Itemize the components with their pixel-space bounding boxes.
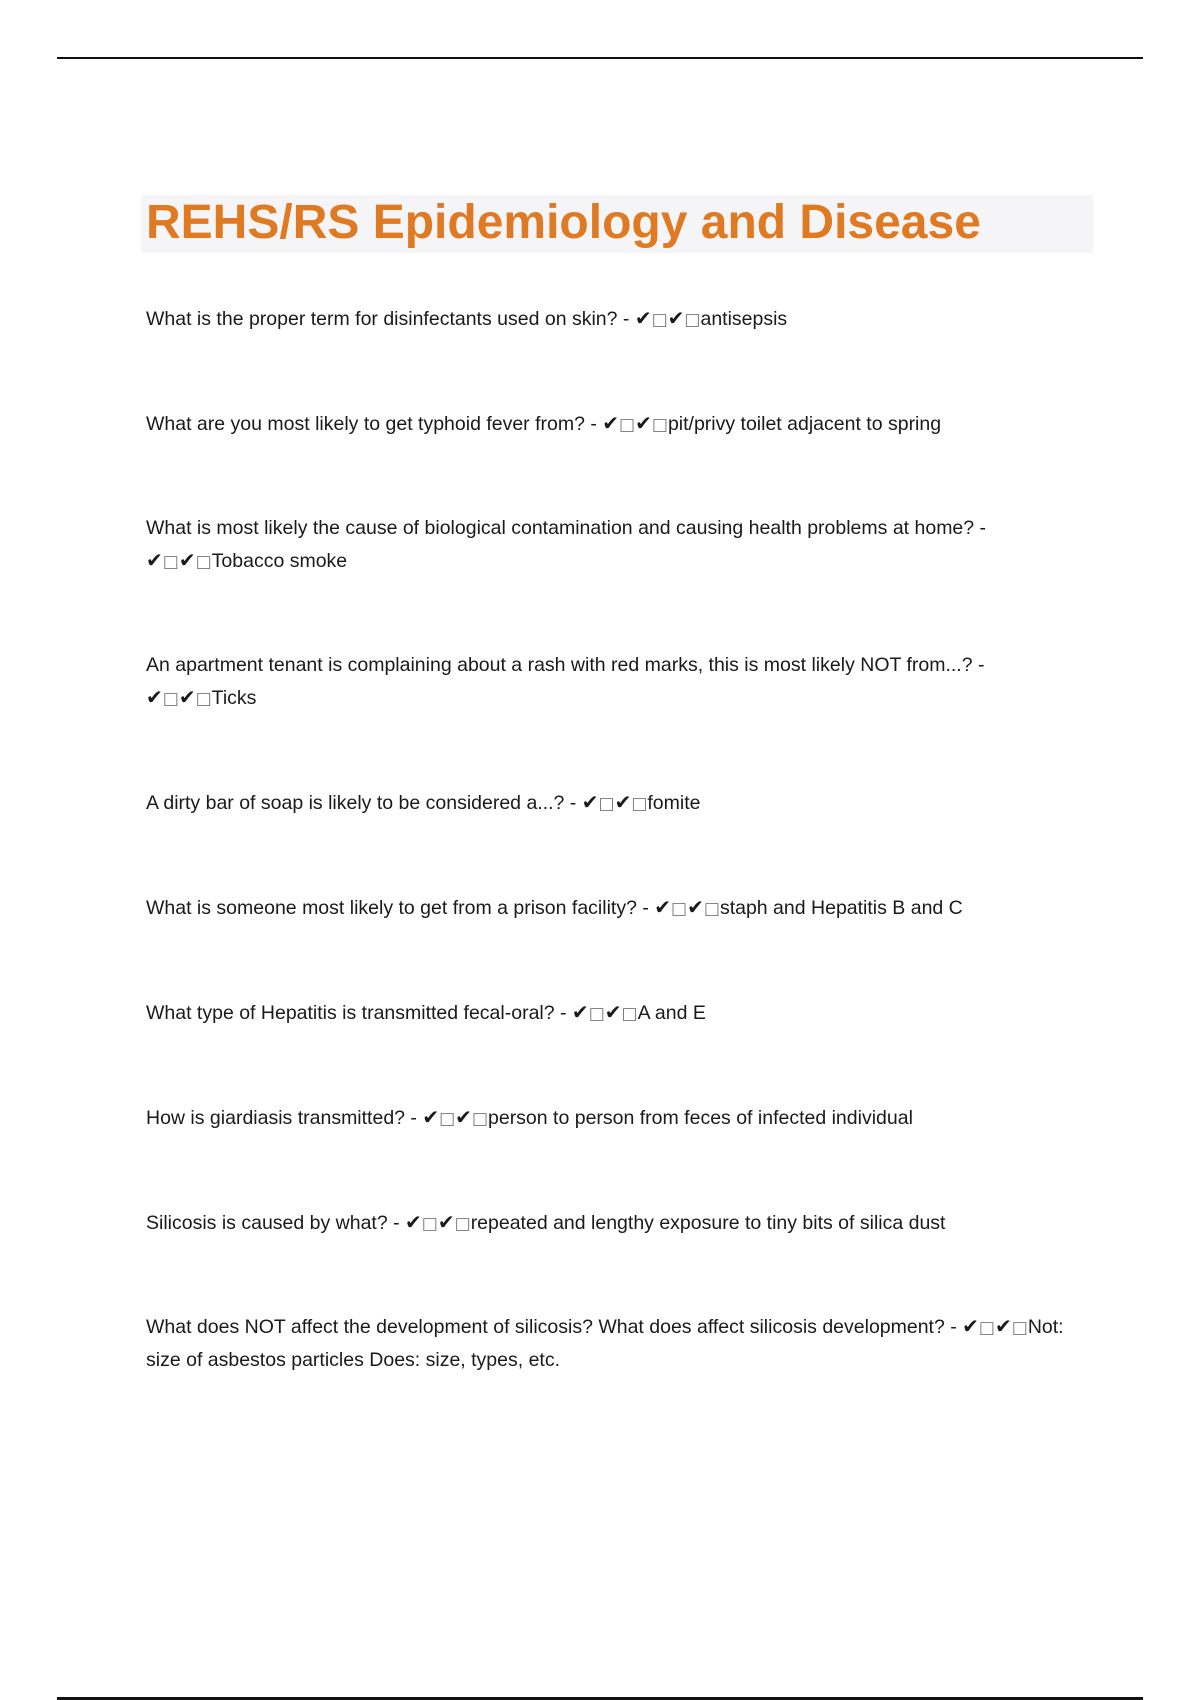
question-text: How is giardiasis transmitted? - bbox=[146, 1107, 423, 1129]
empty-box-icon: □ bbox=[619, 415, 636, 435]
empty-box-icon: □ bbox=[703, 899, 720, 919]
question-text: Silicosis is caused by what? - bbox=[146, 1212, 406, 1234]
question-text: What are you most likely to get typhoid fever from? - bbox=[146, 413, 603, 435]
empty-box-icon: □ bbox=[439, 1109, 456, 1129]
check-mark-icon: ✔ bbox=[146, 685, 163, 709]
question-text: What type of Hepatitis is transmitted fecal-oral? - bbox=[146, 1002, 572, 1024]
answer-text: antisepsis bbox=[700, 308, 788, 330]
answer-text: fomite bbox=[647, 792, 701, 814]
check-mark-icon: ✔ bbox=[614, 790, 632, 814]
question-text: What is someone most likely to get from a prison facility? - bbox=[146, 897, 655, 919]
empty-box-icon: □ bbox=[631, 794, 648, 814]
empty-box-icon: □ bbox=[195, 689, 212, 709]
empty-box-icon: □ bbox=[671, 899, 688, 919]
question-text: A dirty bar of soap is likely to be considered a...? - bbox=[146, 792, 582, 814]
answer-text: Not: size of asbestos particles Does: size, types, etc. bbox=[146, 1316, 1064, 1371]
check-mark-icon: ✔ bbox=[602, 411, 620, 435]
question-text: What does NOT affect the development of silicosis? What does affect silicosis development? - bbox=[146, 1316, 963, 1338]
empty-box-icon: □ bbox=[162, 552, 179, 572]
answer-text: Ticks bbox=[211, 687, 257, 709]
check-mark-icon: ✔ bbox=[687, 895, 704, 919]
empty-box-icon: □ bbox=[588, 1004, 605, 1024]
check-mark-icon: ✔ bbox=[635, 411, 652, 435]
check-mark-icon: ✔ bbox=[405, 1210, 422, 1234]
answer-text: pit/privy toilet adjacent to spring bbox=[667, 413, 942, 435]
check-mark-icon: ✔ bbox=[962, 1314, 979, 1338]
check-mark-icon: ✔ bbox=[178, 548, 196, 572]
empty-box-icon: □ bbox=[978, 1318, 995, 1338]
qa-item bbox=[146, 512, 1076, 578]
answer-text: person to person from feces of infected individual bbox=[488, 1107, 913, 1129]
empty-box-icon: □ bbox=[598, 794, 615, 814]
question-text: What is most likely the cause of biological contamination and causing health problems at home? - bbox=[146, 517, 987, 539]
empty-box-icon: □ bbox=[684, 310, 701, 330]
check-mark-icon: ✔ bbox=[994, 1314, 1012, 1338]
check-mark-icon: ✔ bbox=[178, 685, 196, 709]
answer-text: Tobacco smoke bbox=[211, 550, 348, 572]
empty-box-icon: □ bbox=[454, 1214, 471, 1234]
qa-item bbox=[146, 1101, 1076, 1135]
empty-box-icon: □ bbox=[651, 415, 668, 435]
empty-box-icon: □ bbox=[195, 552, 212, 572]
empty-box-icon: □ bbox=[421, 1214, 438, 1234]
empty-box-icon: □ bbox=[162, 689, 179, 709]
empty-box-icon: □ bbox=[1011, 1318, 1028, 1338]
question-text: What is the proper term for disinfectants used on skin? - bbox=[146, 308, 635, 330]
qa-item bbox=[146, 302, 1076, 336]
check-mark-icon: ✔ bbox=[146, 548, 163, 572]
answer-text: repeated and lengthy exposure to tiny bits of silica dust bbox=[470, 1212, 946, 1234]
check-mark-icon: ✔ bbox=[604, 1000, 622, 1024]
check-mark-icon: ✔ bbox=[634, 306, 652, 330]
answer-text: A and E bbox=[637, 1002, 706, 1024]
qa-item bbox=[146, 1310, 1076, 1376]
qa-item bbox=[146, 407, 1076, 441]
check-mark-icon: ✔ bbox=[437, 1210, 455, 1234]
empty-box-icon: □ bbox=[621, 1004, 638, 1024]
empty-box-icon: □ bbox=[651, 310, 668, 330]
empty-box-icon: □ bbox=[471, 1109, 488, 1129]
qa-item bbox=[146, 649, 1076, 715]
qa-item bbox=[146, 891, 1076, 925]
top-divider bbox=[57, 57, 1143, 59]
qa-item bbox=[146, 996, 1076, 1030]
check-mark-icon: ✔ bbox=[581, 790, 599, 814]
question-text: An apartment tenant is complaining about a rash with red marks, this is most likely NOT from...? - bbox=[146, 654, 985, 676]
check-mark-icon: ✔ bbox=[455, 1105, 472, 1129]
qa-item bbox=[146, 1206, 1076, 1240]
qa-item bbox=[146, 786, 1076, 820]
check-mark-icon: ✔ bbox=[667, 306, 685, 330]
answer-text: staph and Hepatitis B and C bbox=[719, 897, 963, 919]
check-mark-icon: ✔ bbox=[571, 1000, 589, 1024]
document-title: REHS/RS Epidemiology and Disease bbox=[146, 196, 981, 249]
check-mark-icon: ✔ bbox=[654, 895, 672, 919]
check-mark-icon: ✔ bbox=[422, 1105, 440, 1129]
